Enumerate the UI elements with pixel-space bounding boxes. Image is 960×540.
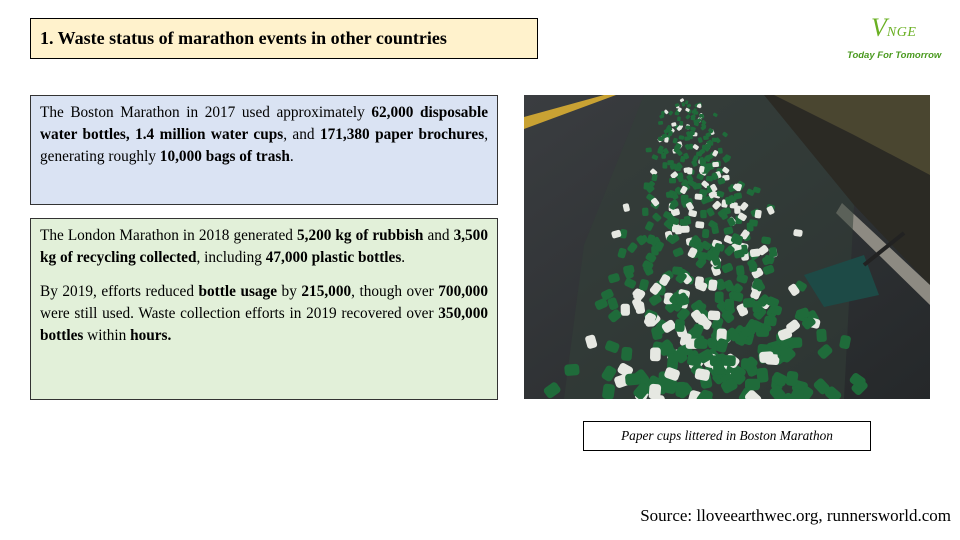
logo-tagline: Today For Tomorrow <box>847 50 942 61</box>
text-run: The Boston Marathon in 2017 used approximately <box>40 104 372 121</box>
cup <box>706 176 713 182</box>
cup <box>675 225 682 234</box>
cup <box>759 351 774 363</box>
cup <box>689 144 694 150</box>
london-panel <box>30 218 498 400</box>
cup <box>700 210 707 219</box>
cup <box>666 191 674 198</box>
highlight-run: 47,000 plastic bottles <box>265 249 402 266</box>
highlight-run: 62,000 disposable water bottles, 1.4 million water cups <box>40 104 488 143</box>
cup <box>621 304 630 316</box>
text-run: were still used. Waste collection efforts in 2019 recovered over <box>40 305 439 322</box>
cup <box>788 337 802 348</box>
text-run: , including <box>196 249 266 266</box>
cup <box>708 310 721 320</box>
cup <box>642 208 649 216</box>
cup <box>694 183 702 190</box>
text-run: . <box>289 148 294 165</box>
text-run: , and <box>283 126 320 143</box>
boston-paragraph <box>40 102 488 168</box>
photo-caption-text: Paper cups littered in Boston Marathon <box>621 428 833 443</box>
cup <box>677 116 681 121</box>
cup <box>745 379 760 391</box>
highlight-run: 215,000 <box>301 283 352 300</box>
cup <box>712 138 718 143</box>
cup <box>736 265 745 276</box>
cup <box>697 252 708 260</box>
cup <box>658 121 663 125</box>
cup <box>725 299 735 311</box>
marathon-cups-photo <box>524 95 930 399</box>
cup <box>681 195 689 201</box>
cup <box>680 219 689 226</box>
logo-wordmark <box>871 15 916 46</box>
text-run: , though over <box>351 283 439 300</box>
cup <box>687 168 693 175</box>
cup <box>669 178 676 183</box>
cup <box>675 112 680 116</box>
highlight-run: 10,000 bags of trash <box>159 148 290 165</box>
highlight-run: 171,380 paper brochures <box>319 126 485 143</box>
cup <box>621 347 633 362</box>
text-run: By 2019, efforts reduced <box>40 283 199 300</box>
cup <box>684 136 690 141</box>
text-run: within <box>83 327 131 344</box>
cup <box>648 384 661 399</box>
cup <box>564 364 580 377</box>
text-run: , generating roughly <box>40 126 489 165</box>
cup <box>754 210 761 219</box>
logo-initial: V <box>871 13 887 42</box>
highlight-run: hours. <box>130 327 172 344</box>
source-credit: Source: lloveearthwec.org, runnersworld.com <box>640 506 951 525</box>
cup <box>734 206 740 214</box>
cup <box>661 153 666 159</box>
cup <box>646 147 652 152</box>
cup <box>686 125 691 129</box>
cup <box>764 315 778 326</box>
cup <box>721 355 736 367</box>
cup <box>712 162 719 168</box>
cup <box>715 291 724 303</box>
photo-illustration <box>524 95 930 399</box>
cup <box>718 148 723 154</box>
cup <box>741 358 756 370</box>
text-run: The London Marathon in 2018 generated <box>40 227 297 244</box>
cup <box>699 114 704 118</box>
cup <box>702 229 710 238</box>
cup <box>667 160 674 165</box>
cup <box>761 236 771 244</box>
cup <box>769 247 777 257</box>
cup <box>675 319 685 332</box>
london-2018-paragraph <box>40 225 488 269</box>
slide-title-text: 1. Waste status of marathon events in other countries <box>40 28 447 48</box>
cup <box>672 266 683 275</box>
photo-caption <box>583 421 871 451</box>
cup <box>662 162 667 169</box>
highlight-run: bottle usage <box>198 283 277 300</box>
text-run: and <box>423 227 454 244</box>
cup <box>650 347 661 361</box>
boston-panel <box>30 95 498 205</box>
cup <box>793 229 803 237</box>
cup <box>708 279 718 291</box>
london-2019-paragraph <box>40 281 488 347</box>
cup <box>752 301 761 313</box>
cup <box>816 329 827 343</box>
cup <box>698 104 702 108</box>
cup <box>635 301 646 314</box>
cup <box>695 221 704 229</box>
vnge-logo <box>843 12 948 66</box>
cup <box>679 121 683 126</box>
logo-rest: NGE <box>886 25 917 40</box>
cup <box>645 314 655 327</box>
text-run: . <box>401 249 406 266</box>
cup <box>699 159 706 165</box>
highlight-run: 700,000 <box>438 283 488 300</box>
cup <box>694 194 702 201</box>
highlight-run: 5,200 kg of rubbish <box>296 227 424 244</box>
cup <box>602 383 616 399</box>
highlight-run: 350,000 bottles <box>40 305 488 344</box>
highlight-run: 3,500 kg of recycling collected <box>40 227 488 266</box>
cup <box>625 373 641 386</box>
slide-title <box>30 18 538 59</box>
text-run: by <box>277 283 302 300</box>
cup <box>694 338 708 349</box>
